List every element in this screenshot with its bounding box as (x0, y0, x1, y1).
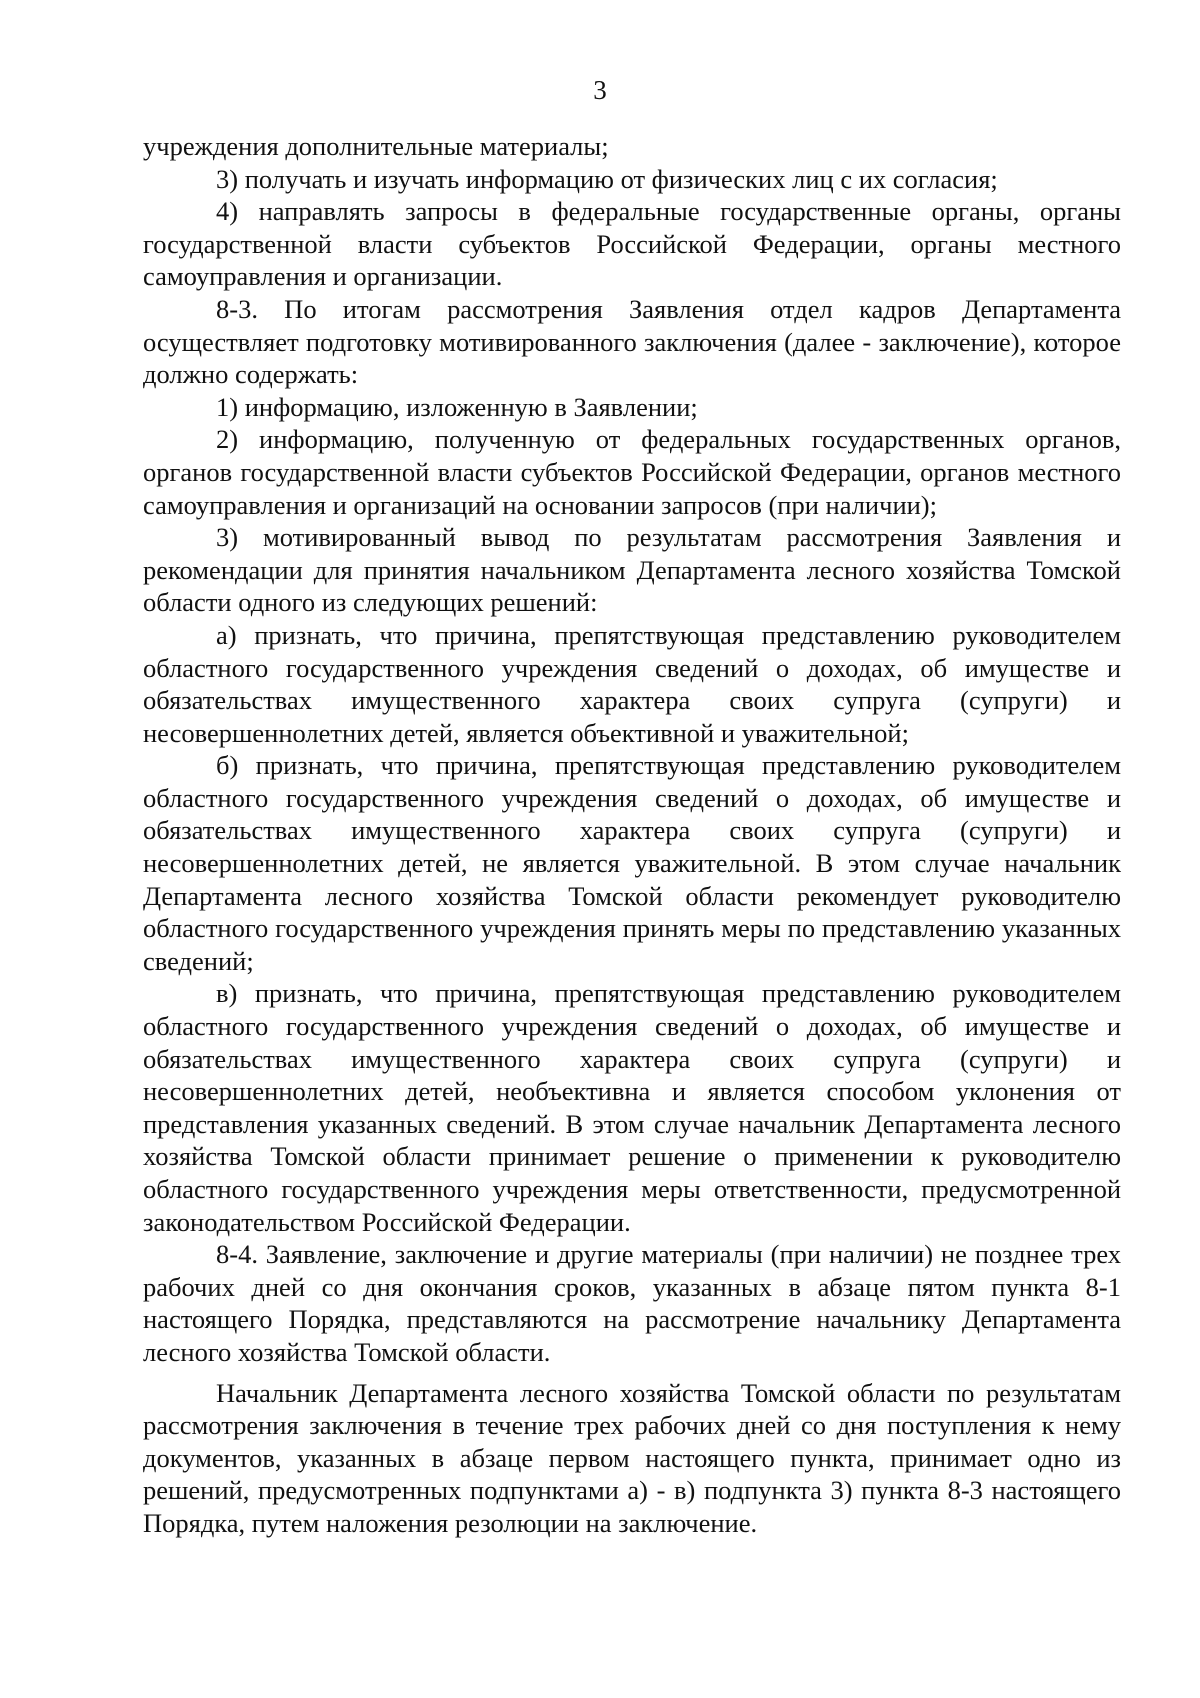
paragraph: Начальник Департамента лесного хозяйства Томской области по результатам рассмотрения заключения в течение трех рабочих дней со дня поступления к нему документов, указанных в абзаце первом настоящего пункта, принимает одно из решений, предусмотренных подпунктами а) - в) подпункта 3) пункта 8-3 настоящего Порядка, путем наложения резолюции на заключение. (143, 1377, 1121, 1538)
paragraph: 2) информацию, полученную от федеральных государственных органов, органов государственной власти субъектов Российской Федерации, органов местного самоуправления и организаций на основании запросов (при наличии); (143, 424, 1121, 520)
paragraph: в) признать, что причина, препятствующая представлению руководителем областного государственного учреждения сведений о доходах, об имуществе и обязательствах имущественного характера своих супруга (супруги) и несовершеннолетних детей, необъективна и является способом уклонения от представления указанных сведений. В этом случае начальник Департамента лесного хозяйства Томской области принимает решение о применении к руководителю областного государственного учреждения меры ответственности, предусмотренной законодательством Российской Федерации. (143, 978, 1121, 1237)
paragraph: 3) получать и изучать информацию от физических лиц с их согласия; (216, 163, 998, 194)
paragraph: 8-3. По итогам рассмотрения Заявления отдел кадров Департамента осуществляет подготовку мотивированного заключения (далее - заключение), которое должно содержать: (143, 293, 1121, 390)
document-body (143, 130, 1121, 1540)
paragraph: 8-4. Заявление, заключение и другие материалы (при наличии) не позднее трех рабочих дней со дня окончания сроков, указанных в абзаце пятом пункта 8-1 настоящего Порядка, представляются на рассмотрение начальнику Департамента лесного хозяйства Томской области. (143, 1239, 1121, 1367)
paragraph: б) признать, что причина, препятствующая представлению руководителем областного государственного учреждения сведений о доходах, об имуществе и обязательствах имущественного характера своих супруга (супруги) и несовершеннолетних детей, не является уважительной. В этом случае начальник Департамента лесного хозяйства Томской области рекомендует руководителю областного государственного учреждения принять меры по представлению указанных сведений; (143, 750, 1121, 976)
paragraph: 1) информацию, изложенную в Заявлении; (216, 391, 698, 422)
page-number: 3 (593, 75, 607, 105)
paragraph: 4) направлять запросы в федеральные государственные органы, органы государственной власти субъектов Российской Федерации, органы местного самоуправления и организации. (143, 196, 1121, 292)
paragraph: а) признать, что причина, препятствующая представлению руководителем областного государственного учреждения сведений о доходах, об имуществе и обязательствах имущественного характера своих супруга (супруги) и несовершеннолетних детей, является объективной и уважительной; (143, 619, 1121, 748)
paragraph: 3) мотивированный вывод по результатам рассмотрения Заявления и рекомендации для принятия начальником Департамента лесного хозяйства Томской области одного из следующих решений: (143, 522, 1121, 618)
paragraph: учреждения дополнительные материалы; (143, 131, 609, 161)
